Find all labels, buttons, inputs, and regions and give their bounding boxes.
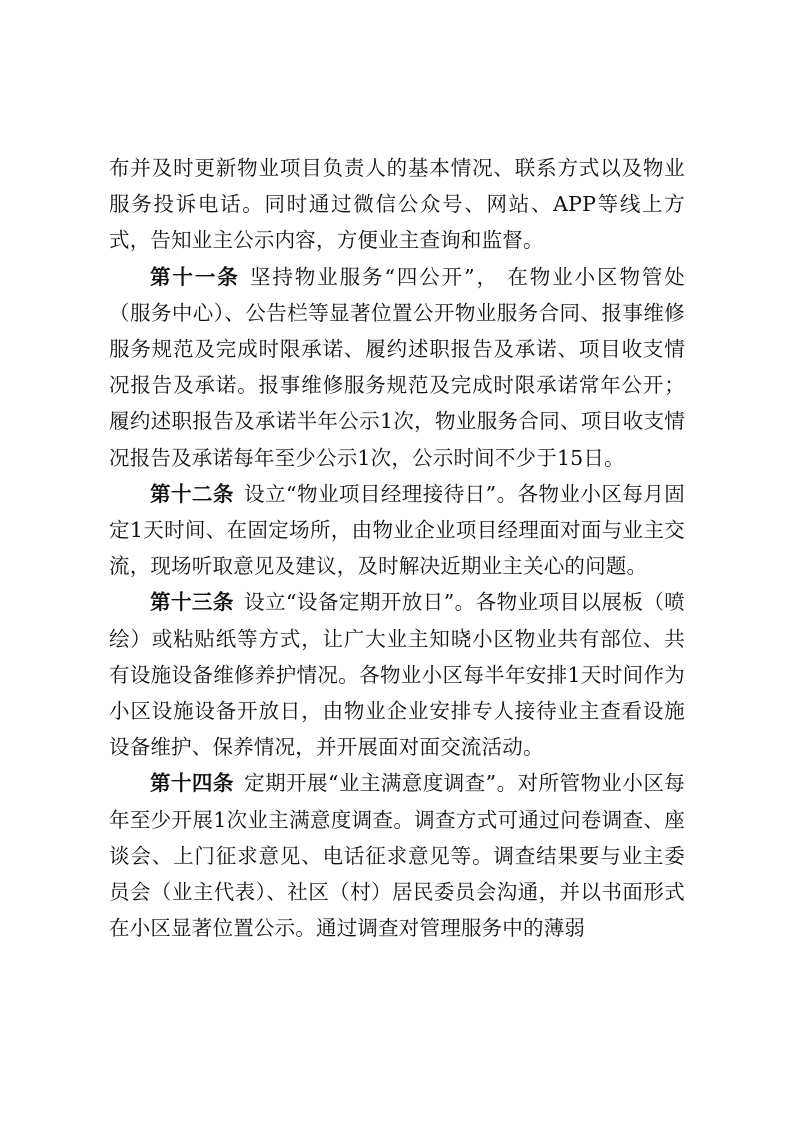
paragraph-text: 设立“物业项目经理接待日”。各物业小区每月固定1天时间、在固定场所，由物业企业项目经理面对面与业主交流，现场听取意见及建议，及时解决近期业主关心的问题。	[109, 481, 685, 579]
document-body	[109, 150, 685, 946]
article-number: 第十三条	[150, 590, 234, 615]
article-13	[109, 584, 685, 765]
article-number: 第十二条	[150, 481, 234, 506]
paragraph-text: 布并及时更新物业项目负责人的基本情况、联系方式以及物业服务投诉电话。同时通过微信公众号、网站、APP等线上方式，告知业主公示内容，方便业主查询和监督。	[109, 156, 685, 253]
paragraph-continuation	[109, 150, 685, 259]
paragraph-text: 坚持物业服务“四公开”， 在物业小区物管处（服务中心）、公告栏等显著位置公开物业服务合同、报事维修服务规范及完成时限承诺、履约述职报告及承诺、项目收支情况报告及承诺。报事维修服务规范及完成时限承诺常年公开；履约述职报告及承诺半年公示1次，物业服务合同、项目收支情况报告及承诺每年至少公示1次，公示时间不少于15日。	[109, 264, 685, 470]
article-number: 第十一条	[150, 264, 240, 289]
article-12	[109, 476, 685, 585]
paragraph-text: 设立“设备定期开放日”。各物业项目以展板（喷绘）或粘贴纸等方式，让广大业主知晓小区物业共有部位、共有设施设备维修养护情况。各物业小区每半年安排1天时间作为小区设施设备开放日，由物业企业安排专人接待业主查看设施设备维护、保养情况，并开展面对面交流活动。	[109, 590, 685, 760]
article-14	[109, 765, 685, 946]
article-number: 第十四条	[150, 771, 234, 796]
article-11	[109, 259, 685, 476]
paragraph-text: 定期开展“业主满意度调查”。对所管物业小区每年至少开展1次业主满意度调查。调查方式可通过问卷调查、座谈会、上门征求意见、电话征求意见等。调查结果要与业主委员会（业主代表）、社区（村）居民委员会沟通，并以书面形式在小区显著位置公示。通过调查对管理服务中的薄弱	[109, 771, 685, 941]
